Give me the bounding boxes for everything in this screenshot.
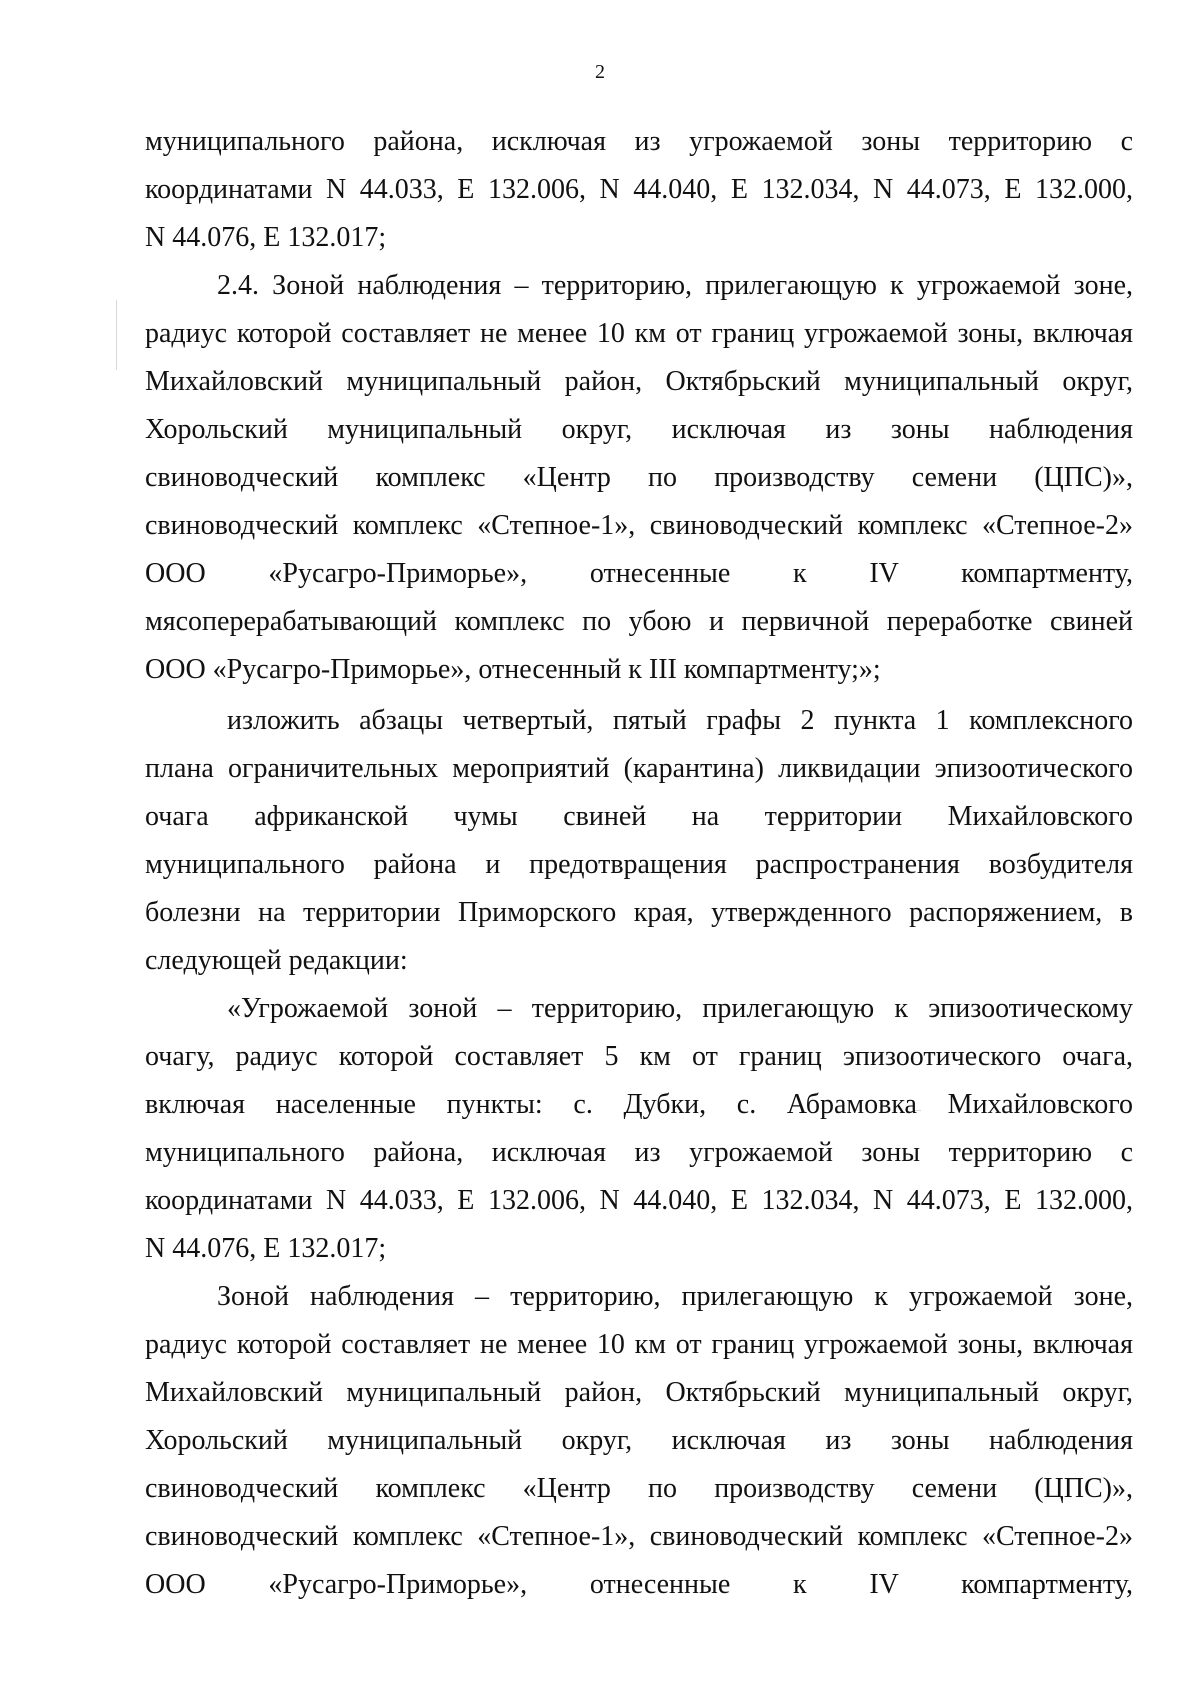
text-line: Михайловский муниципальный район, Октябрьский муниципальный округ, [145,366,1133,397]
page-number: 2 [595,61,605,83]
text-line: радиус которой составляет не менее 10 км от границ угрожаемой зоны, включая [145,318,1133,349]
text-line: очагу, радиус которой составляет 5 км от границ эпизоотического очага, [145,1041,1133,1072]
body-text [145,118,1133,1609]
text-line: N 44.076, E 132.017; [145,222,387,253]
text-line: следующей редакции: [145,945,408,976]
text-line: болезни на территории Приморского края, утвержденного распоряжением, в [145,897,1133,928]
text-line: свиноводческий комплекс «Центр по производству семени (ЦПС)», [145,1473,1133,1504]
text-line: свиноводческий комплекс «Центр по производству семени (ЦПС)», [145,462,1133,493]
text-line: радиус которой составляет не менее 10 км от границ угрожаемой зоны, включая [145,1329,1133,1360]
text-line: ООО «Русагро-Приморье», отнесенные к IV компартменту, [145,1569,1133,1600]
text-line: Михайловский муниципальный район, Октябрьский муниципальный округ, [145,1377,1133,1408]
text-line: изложить абзацы четвертый, пятый графы 2 пункта 1 комплексного [227,705,1133,736]
text-line: координатами N 44.033, E 132.006, N 44.040, E 132.034, N 44.073, E 132.000, [145,1185,1133,1216]
text-line: муниципального района, исключая из угрожаемой зоны территорию с [145,126,1133,157]
text-line: свиноводческий комплекс «Степное-1», свиноводческий комплекс «Степное-2» [145,510,1133,541]
text-line: ООО «Русагро-Приморье», отнесенный к III компартменту;»; [145,654,881,685]
text-line: мясоперерабатывающий комплекс по убою и первичной переработке свиней [145,606,1133,637]
text-line: Зоной наблюдения – территорию, прилегающую к угрожаемой зоне, [217,1281,1133,1312]
text-line: свиноводческий комплекс «Степное-1», свиноводческий комплекс «Степное-2» [145,1521,1133,1552]
text-line: координатами N 44.033, E 132.006, N 44.040, E 132.034, N 44.073, E 132.000, [145,174,1133,205]
text-line: Хорольский муниципальный округ, исключая из зоны наблюдения [145,414,1133,445]
text-line: Хорольский муниципальный округ, исключая из зоны наблюдения [145,1425,1133,1456]
text-line: «Угрожаемой зоной – территорию, прилегающую к эпизоотическому [227,993,1133,1024]
text-line: 2.4. Зоной наблюдения – территорию, прилегающую к угрожаемой зоне, [217,270,1133,301]
text-line: плана ограничительных мероприятий (карантина) ликвидации эпизоотического [145,753,1133,784]
text-line: муниципального района, исключая из угрожаемой зоны территорию с [145,1137,1133,1168]
text-line: муниципального района и предотвращения распространения возбудителя [145,849,1133,880]
text-line: включая населенные пункты: с. Дубки, с. Абрамовка Михайловского [145,1089,1133,1120]
text-line: N 44.076, E 132.017; [145,1233,387,1264]
text-line: ООО «Русагро-Приморье», отнесенные к IV компартменту, [145,558,1133,589]
text-line: очага африканской чумы свиней на территории Михайловского [145,801,1133,832]
scan-margin-mark [116,300,117,370]
